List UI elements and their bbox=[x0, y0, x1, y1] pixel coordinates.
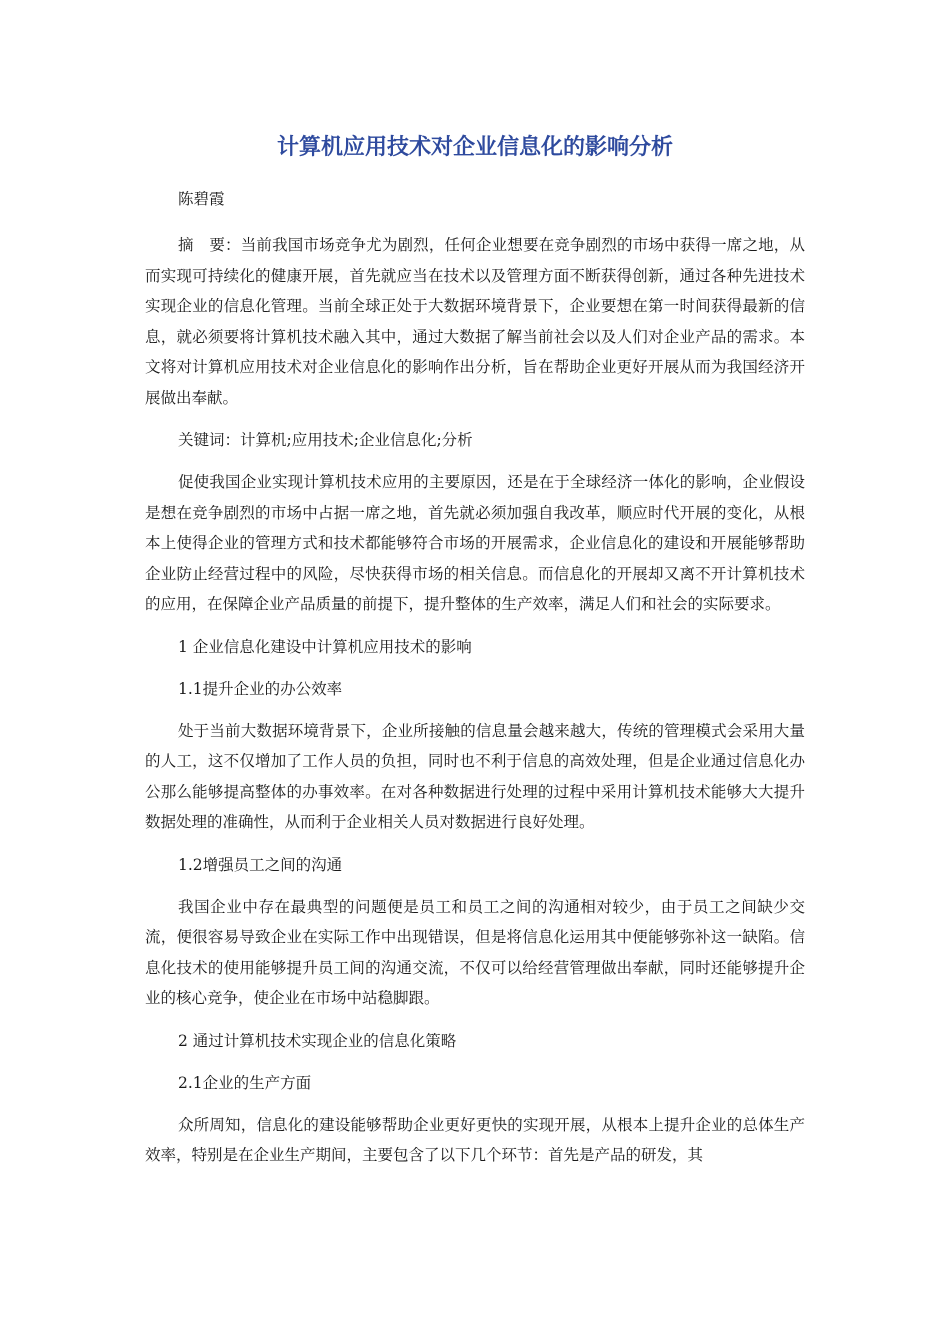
section-1-1-paragraph: 处于当前大数据环境背景下，企业所接触的信息量会越来越大，传统的管理模式会采用大量的人工，这不仅增加了工作人员的负担，同时也不利于信息的高效处理，但是企业通过信息化办公那么能够提高整体的办事效率。在对各种数据进行处理的过程中采用计算机技术能够大大提升数据处理的准确性，从而利于企业相关人员对数据进行良好处理。 bbox=[145, 721, 805, 831]
section-2-1-heading: 2.1企业的生产方面 bbox=[178, 1073, 312, 1092]
document-page bbox=[145, 128, 805, 1183]
keywords-line: 关键词：计算机;应用技术;企业信息化;分析 bbox=[178, 431, 473, 449]
abstract-paragraph: 摘 要：当前我国市场竞争尤为剧烈，任何企业想要在竞争剧烈的市场中获得一席之地，从而实现可持续化的健康开展，首先就应当在技术以及管理方面不断获得创新，通过各种先进技术实现企业的信息化管理。当前全球正处于大数据环境背景下，企业要想在第一时间获得最新的信息，就必须要将计算机技术融入其中，通过大数据了解当前社会以及人们对企业产品的需求。本文将对计算机应用技术对企业信息化的影响作出分析，旨在帮助企业更好开展从而为我国经济开展做出奉献。 bbox=[145, 236, 805, 407]
page-title: 计算机应用技术对企业信息化的影响分析 bbox=[276, 135, 673, 160]
section-1-1-heading: 1.1提升企业的办公效率 bbox=[178, 679, 343, 698]
section-2-heading: 2 通过计算机技术实现企业的信息化策略 bbox=[178, 1031, 457, 1050]
author-name: 陈碧霞 bbox=[178, 190, 225, 208]
section-1-heading: 1 企业信息化建设中计算机应用技术的影响 bbox=[178, 637, 472, 656]
section-2-1-paragraph: 众所周知，信息化的建设能够帮助企业更好更快的实现开展，从根本上提升企业的总体生产效率，特别是在企业生产期间，主要包含了以下几个环节：首先是产品的研发，其 bbox=[145, 1115, 805, 1164]
intro-paragraph: 促使我国企业实现计算机技术应用的主要原因，还是在于全球经济一体化的影响，企业假设是想在竞争剧烈的市场中占据一席之地，首先就必须加强自我改革，顺应时代开展的变化，从根本上使得企业的管理方式和技术都能够符合市场的开展需求，企业信息化的建设和开展能够帮助企业防止经营过程中的风险，尽快获得市场的相关信息。而信息化的开展却又离不开计算机技术的应用，在保障企业产品质量的前提下，提升整体的生产效率，满足人们和社会的实际要求。 bbox=[145, 473, 805, 613]
section-1-2-paragraph: 我国企业中存在最典型的问题便是员工和员工之间的沟通相对较少，由于员工之间缺少交流，便很容易导致企业在实际工作中出现错误，但是将信息化运用其中便能够弥补这一缺陷。信息化技术的使用能够提升员工间的沟通交流，不仅可以给经营管理做出奉献，同时还能够提升企业的核心竞争，使企业在市场中站稳脚跟。 bbox=[145, 897, 805, 1007]
section-1-2-heading: 1.2增强员工之间的沟通 bbox=[178, 855, 343, 874]
